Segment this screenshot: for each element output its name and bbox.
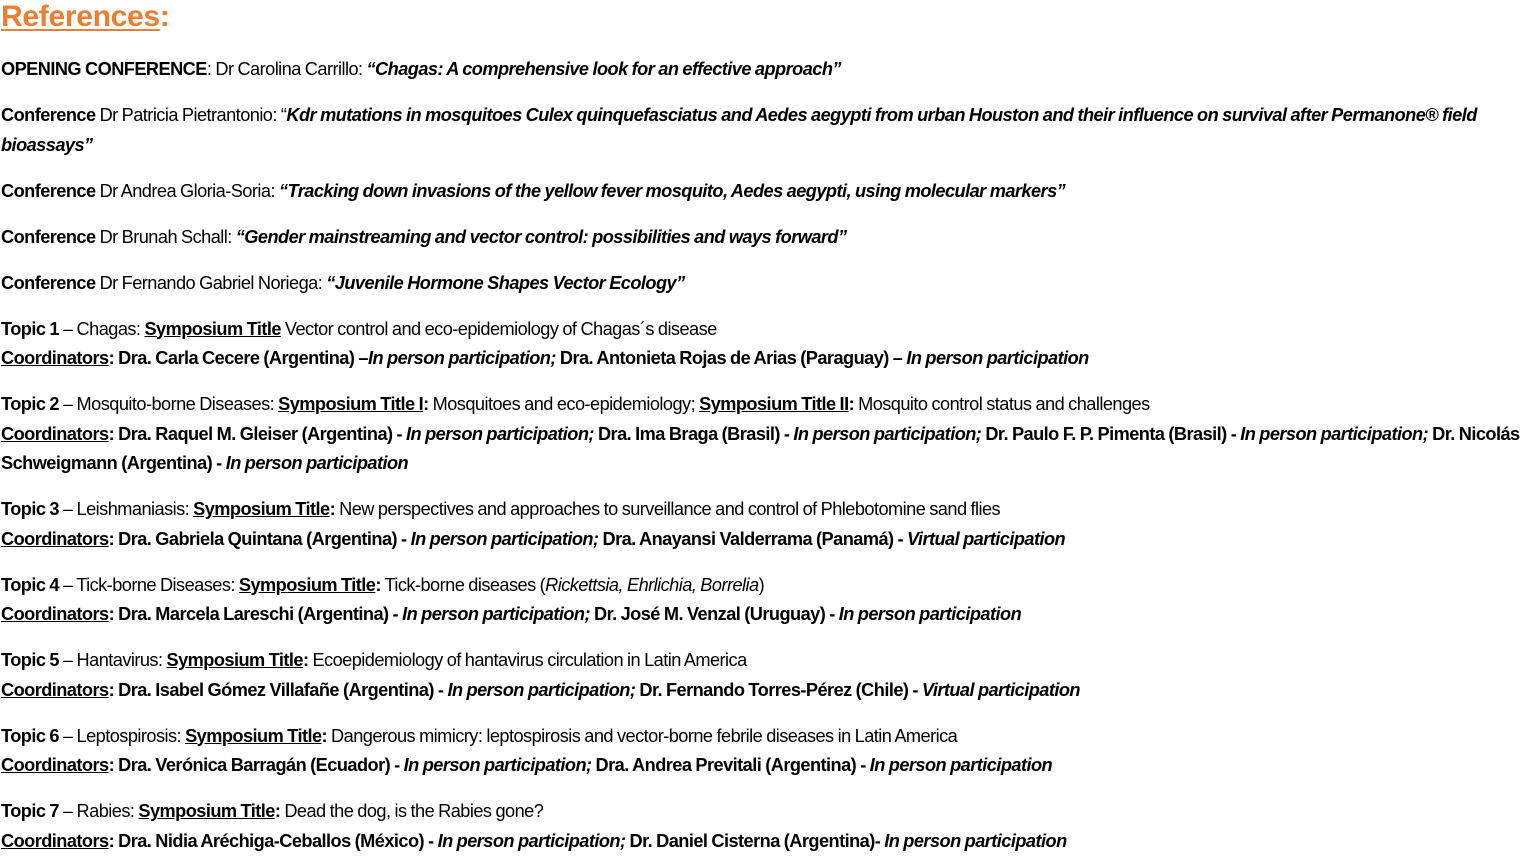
opening-sep: : bbox=[207, 59, 216, 79]
topic-area: Mosquito-borne Diseases: bbox=[77, 394, 279, 414]
topic-dash: – bbox=[59, 319, 77, 339]
coordinators-colon: : bbox=[109, 529, 119, 549]
participation-mode: In person participation; bbox=[402, 604, 590, 624]
topic-area: Hantavirus: bbox=[77, 650, 167, 670]
topic-label: Topic 3 bbox=[1, 499, 59, 519]
conference-title: “Tracking down invasions of the yellow fever mosquito, Aedes aegypti, using molecular markers” bbox=[279, 181, 1065, 201]
symposium-label: Symposium Title bbox=[167, 650, 303, 670]
topic-3 bbox=[1, 495, 1536, 554]
topic-dash: – bbox=[59, 394, 77, 414]
topic-7 bbox=[1, 797, 1536, 856]
participation-mode: In person participation; bbox=[447, 680, 635, 700]
coordinators-label: Coordinators bbox=[1, 831, 109, 851]
coordinators-label: Coordinators bbox=[1, 424, 109, 444]
conference-title: “Gender mainstreaming and vector control: possibilities and ways forward” bbox=[236, 227, 847, 247]
symposium-label: Symposium Title bbox=[185, 726, 321, 746]
topic-dash: – bbox=[59, 575, 76, 595]
topic-line bbox=[1, 390, 1536, 420]
conference-speaker: Dr Andrea Gloria-Soria: bbox=[96, 181, 279, 201]
coordinator-name: Dra. Anayansi Valderrama (Panamá) - bbox=[602, 529, 907, 549]
topic-label: Topic 6 bbox=[1, 726, 59, 746]
coordinators-label: Coordinators bbox=[1, 680, 109, 700]
coordinators-line bbox=[1, 420, 1536, 479]
symposium-title: Tick-borne diseases ( bbox=[381, 575, 545, 595]
participation-mode: In person participation bbox=[839, 604, 1021, 624]
coordinator-name: Dra. Andrea Previtali (Argentina) - bbox=[596, 755, 870, 775]
symposium-colon: : bbox=[322, 726, 328, 746]
symposium-colon: : bbox=[303, 650, 309, 670]
coordinator-name: Dra. Verónica Barragán (Ecuador) - bbox=[118, 755, 404, 775]
symposium-label-2: Symposium Title II bbox=[699, 394, 848, 414]
heading-colon: : bbox=[160, 0, 170, 33]
coordinators-colon: : bbox=[109, 831, 119, 851]
conference-speaker: Dr Fernando Gabriel Noriega: bbox=[96, 273, 327, 293]
topic-dash: – bbox=[59, 499, 77, 519]
conference-title: Kdr mutations in mosquitoes Culex quinquefasciatus and Aedes aegypti from urban Houston and their influence on survival after Permanone® field bioassays” bbox=[1, 105, 1477, 155]
symposium-title: New perspectives and approaches to surveillance and control of Phlebotomine sand flies bbox=[335, 499, 1000, 519]
opening-conference bbox=[1, 55, 1536, 85]
symposium-label: Symposium Title I bbox=[278, 394, 423, 414]
topic-dash: – bbox=[59, 801, 77, 821]
coordinators-line bbox=[1, 751, 1536, 781]
symposium-label: Symposium Title bbox=[193, 499, 329, 519]
topic-area: Chagas: bbox=[77, 319, 145, 339]
topic-label: Topic 4 bbox=[1, 575, 59, 595]
conference-label: Conference bbox=[1, 227, 96, 247]
coordinator-name: Dr. Fernando Torres-Pérez (Chile) - bbox=[639, 680, 922, 700]
topic-dash: – bbox=[59, 650, 77, 670]
topic-line bbox=[1, 722, 1536, 752]
symposium-label: Symposium Title bbox=[138, 801, 274, 821]
conference-label: Conference bbox=[1, 273, 96, 293]
coordinator-name: Dra. Isabel Gómez Villafañe (Argentina) - bbox=[118, 680, 447, 700]
participation-mode: In person participation; bbox=[368, 348, 556, 368]
coordinators-line bbox=[1, 344, 1536, 374]
coordinator-name: Dra. Marcela Lareschi (Argentina) - bbox=[118, 604, 402, 624]
topic-label: Topic 5 bbox=[1, 650, 59, 670]
participation-mode: In person participation bbox=[884, 831, 1066, 851]
participation-mode: Virtual participation bbox=[907, 529, 1065, 549]
opening-title: “Chagas: A comprehensive look for an effective approach” bbox=[367, 59, 841, 79]
topic-label: Topic 1 bbox=[1, 319, 59, 339]
topic-line bbox=[1, 797, 1536, 827]
topic-1 bbox=[1, 315, 1536, 374]
coordinator-name: Dra. Nidia Aréchiga-Ceballos (México) - bbox=[118, 831, 437, 851]
symposium-title: Ecoepidemiology of hantavirus circulation in Latin America bbox=[308, 650, 746, 670]
conference-title: “Juvenile Hormone Shapes Vector Ecology” bbox=[326, 273, 684, 293]
participation-mode: Virtual participation bbox=[922, 680, 1080, 700]
coordinators-label: Coordinators bbox=[1, 348, 109, 368]
coordinator-name: Dr. Paulo F. P. Pimenta (Brasil) - bbox=[985, 424, 1240, 444]
topic-dash: – bbox=[59, 726, 77, 746]
coordinators-colon: : bbox=[109, 604, 119, 624]
coordinators-colon: : bbox=[109, 348, 119, 368]
coordinators-label: Coordinators bbox=[1, 755, 109, 775]
topic-5 bbox=[1, 646, 1536, 705]
symposium-colon: : bbox=[849, 394, 855, 414]
symposium-title-close: ) bbox=[759, 575, 765, 595]
conference-item bbox=[1, 223, 1536, 253]
topic-line bbox=[1, 495, 1536, 525]
symposium-colon: : bbox=[275, 801, 281, 821]
symposium-title: Dangerous mimicry: leptospirosis and vector-borne febrile diseases in Latin America bbox=[327, 726, 957, 746]
conference-speaker: Dr Patricia Pietrantonio: “ bbox=[96, 105, 287, 125]
coordinator-name: Dra. Carla Cecere (Argentina) – bbox=[118, 348, 368, 368]
participation-mode: In person participation; bbox=[406, 424, 594, 444]
topic-area: Rabies: bbox=[77, 801, 139, 821]
participation-mode: In person participation; bbox=[438, 831, 626, 851]
coordinator-name: Dra. Ima Braga (Brasil) - bbox=[598, 424, 793, 444]
coordinators-line bbox=[1, 827, 1536, 856]
symposium-title: Dead the dog, is the Rabies gone? bbox=[280, 801, 543, 821]
coordinator-name: Dr. Nicolás Schweigmann (Argentina) - bbox=[1, 424, 1520, 474]
coordinator-name: Dra. Raquel M. Gleiser (Argentina) - bbox=[118, 424, 406, 444]
heading-text: References bbox=[1, 0, 160, 33]
symposium-label: Symposium Title bbox=[239, 575, 375, 595]
topic-4 bbox=[1, 571, 1536, 630]
coordinator-name: Dra. Antonieta Rojas de Arias (Paraguay) – bbox=[560, 348, 906, 368]
conference-label: Conference bbox=[1, 181, 96, 201]
symposium-colon: : bbox=[375, 575, 381, 595]
participation-mode: In person participation bbox=[870, 755, 1052, 775]
conference-item bbox=[1, 101, 1536, 160]
symposium-title: Vector control and eco-epidemiology of Chagas´s disease bbox=[281, 319, 717, 339]
conference-item bbox=[1, 269, 1536, 299]
coordinators-colon: : bbox=[109, 424, 119, 444]
participation-mode: In person participation; bbox=[793, 424, 981, 444]
coordinators-label: Coordinators bbox=[1, 604, 109, 624]
coordinator-name: Dra. Gabriela Quintana (Argentina) - bbox=[118, 529, 410, 549]
opening-speaker: Dr Carolina Carrillo: bbox=[215, 59, 366, 79]
coordinators-line bbox=[1, 676, 1536, 706]
symposium-title-2: Mosquito control status and challenges bbox=[854, 394, 1150, 414]
opening-label: OPENING CONFERENCE bbox=[1, 59, 207, 79]
topic-label: Topic 2 bbox=[1, 394, 59, 414]
coordinators-label: Coordinators bbox=[1, 529, 109, 549]
topic-label: Topic 7 bbox=[1, 801, 59, 821]
symposium-colon: : bbox=[423, 394, 429, 414]
coordinators-line bbox=[1, 600, 1536, 630]
symposium-title-italic: Rickettsia, Ehrlichia, Borrelia bbox=[545, 575, 758, 595]
topic-2 bbox=[1, 390, 1536, 479]
topic-area: Leptospirosis: bbox=[77, 726, 186, 746]
topic-line bbox=[1, 315, 1536, 345]
participation-mode: In person participation; bbox=[404, 755, 592, 775]
symposium-label: Symposium Title bbox=[144, 319, 280, 339]
participation-mode: In person participation bbox=[226, 453, 408, 473]
participation-mode: In person participation; bbox=[411, 529, 599, 549]
participation-mode: In person participation bbox=[906, 348, 1088, 368]
topic-line bbox=[1, 646, 1536, 676]
coordinators-line bbox=[1, 525, 1536, 555]
coordinator-name: Dr. Daniel Cisterna (Argentina)- bbox=[630, 831, 885, 851]
coordinator-name: Dr. José M. Venzal (Uruguay) - bbox=[594, 604, 839, 624]
topic-line bbox=[1, 571, 1536, 601]
topic-area: Leishmaniasis: bbox=[77, 499, 194, 519]
participation-mode: In person participation; bbox=[1240, 424, 1428, 444]
symposium-colon: : bbox=[330, 499, 336, 519]
coordinators-colon: : bbox=[109, 680, 119, 700]
topic-6 bbox=[1, 722, 1536, 781]
conference-label: Conference bbox=[1, 105, 96, 125]
conference-speaker: Dr Brunah Schall: bbox=[96, 227, 236, 247]
topic-area: Tick-borne Diseases: bbox=[76, 575, 239, 595]
coordinators-colon: : bbox=[109, 755, 119, 775]
references-heading bbox=[1, 0, 1536, 34]
conference-item bbox=[1, 177, 1536, 207]
symposium-title: Mosquitoes and eco-epidemiology; bbox=[429, 394, 699, 414]
